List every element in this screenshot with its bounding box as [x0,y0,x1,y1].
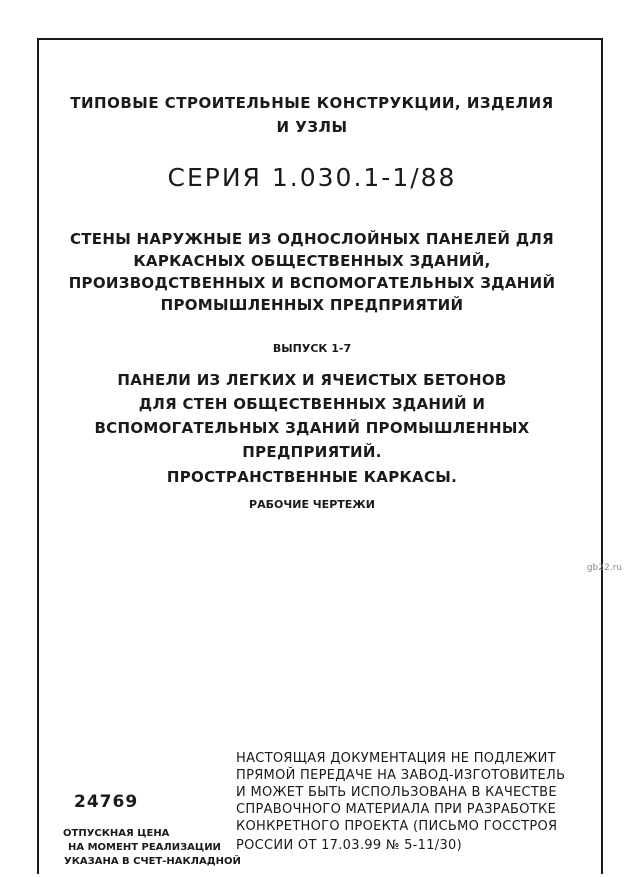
subtitle-line-2: ДЛЯ СТЕН ОБЩЕСТВЕННЫХ ЗДАНИЙ И [138,395,486,413]
header-line-2: И УЗЛЫ [276,118,348,136]
document-number: 24769 [74,792,139,812]
title-line-4: ПРОМЫШЛЕННЫХ ПРЕДПРИЯТИЙ [160,296,464,314]
subtitle-line-3: ВСПОМОГАТЕЛЬНЫХ ЗДАНИЙ ПРОМЫШЛЕННЫХ [94,419,530,437]
watermark: gb22.ru [586,563,622,573]
notice-line-5: КОНКРЕТНОГО ПРОЕКТА (ПИСЬМО ГОССТРОЯ [236,819,558,834]
subtitle-line-5: ПРОСТРАНСТВЕННЫЕ КАРКАСЫ. [166,468,458,486]
price-note-line-3: УКАЗАНА В СЧЕТ-НАКЛАДНОЙ [64,856,241,867]
notice-line-2: ПРЯМОЙ ПЕРЕДАЧЕ НА ЗАВОД-ИЗГОТОВИТЕЛЬ [236,768,566,783]
notice-line-3: И МОЖЕТ БЫТЬ ИСПОЛЬЗОВАНА В КАЧЕСТВЕ [236,785,557,800]
notice-line-1: НАСТОЯЩАЯ ДОКУМЕНТАЦИЯ НЕ ПОДЛЕЖИТ [236,751,556,766]
title-line-2: КАРКАСНЫХ ОБЩЕСТВЕННЫХ ЗДАНИЙ, [133,252,491,270]
drawings-label: РАБОЧИЕ ЧЕРТЕЖИ [249,498,375,511]
title-line-3: ПРОИЗВОДСТВЕННЫХ И ВСПОМОГАТЕЛЬНЫХ ЗДАНИЙ [68,274,556,292]
subtitle-line-1: ПАНЕЛИ ИЗ ЛЕГКИХ И ЯЧЕИСТЫХ БЕТОНОВ [117,371,507,389]
price-note-line-1: ОТПУСКНАЯ ЦЕНА [63,828,170,839]
subtitle-line-4: ПРЕДПРИЯТИЙ. [242,443,382,461]
header-line-1: ТИПОВЫЕ СТРОИТЕЛЬНЫЕ КОНСТРУКЦИИ, ИЗДЕЛИЯ [70,94,554,112]
issue-number: ВЫПУСК 1-7 [272,342,352,355]
title-line-1: СТЕНЫ НАРУЖНЫЕ ИЗ ОДНОСЛОЙНЫХ ПАНЕЛЕЙ ДЛЯ [69,230,555,248]
notice-line-6: РОССИИ ОТ 17.03.99 № 5-11/30) [236,838,462,853]
price-note-line-2: НА МОМЕНТ РЕАЛИЗАЦИИ [68,842,221,853]
series-designation: СЕРИЯ 1.030.1-1/88 [167,163,457,192]
notice-line-4: СПРАВОЧНОГО МАТЕРИАЛА ПРИ РАЗРАБОТКЕ [236,802,557,817]
